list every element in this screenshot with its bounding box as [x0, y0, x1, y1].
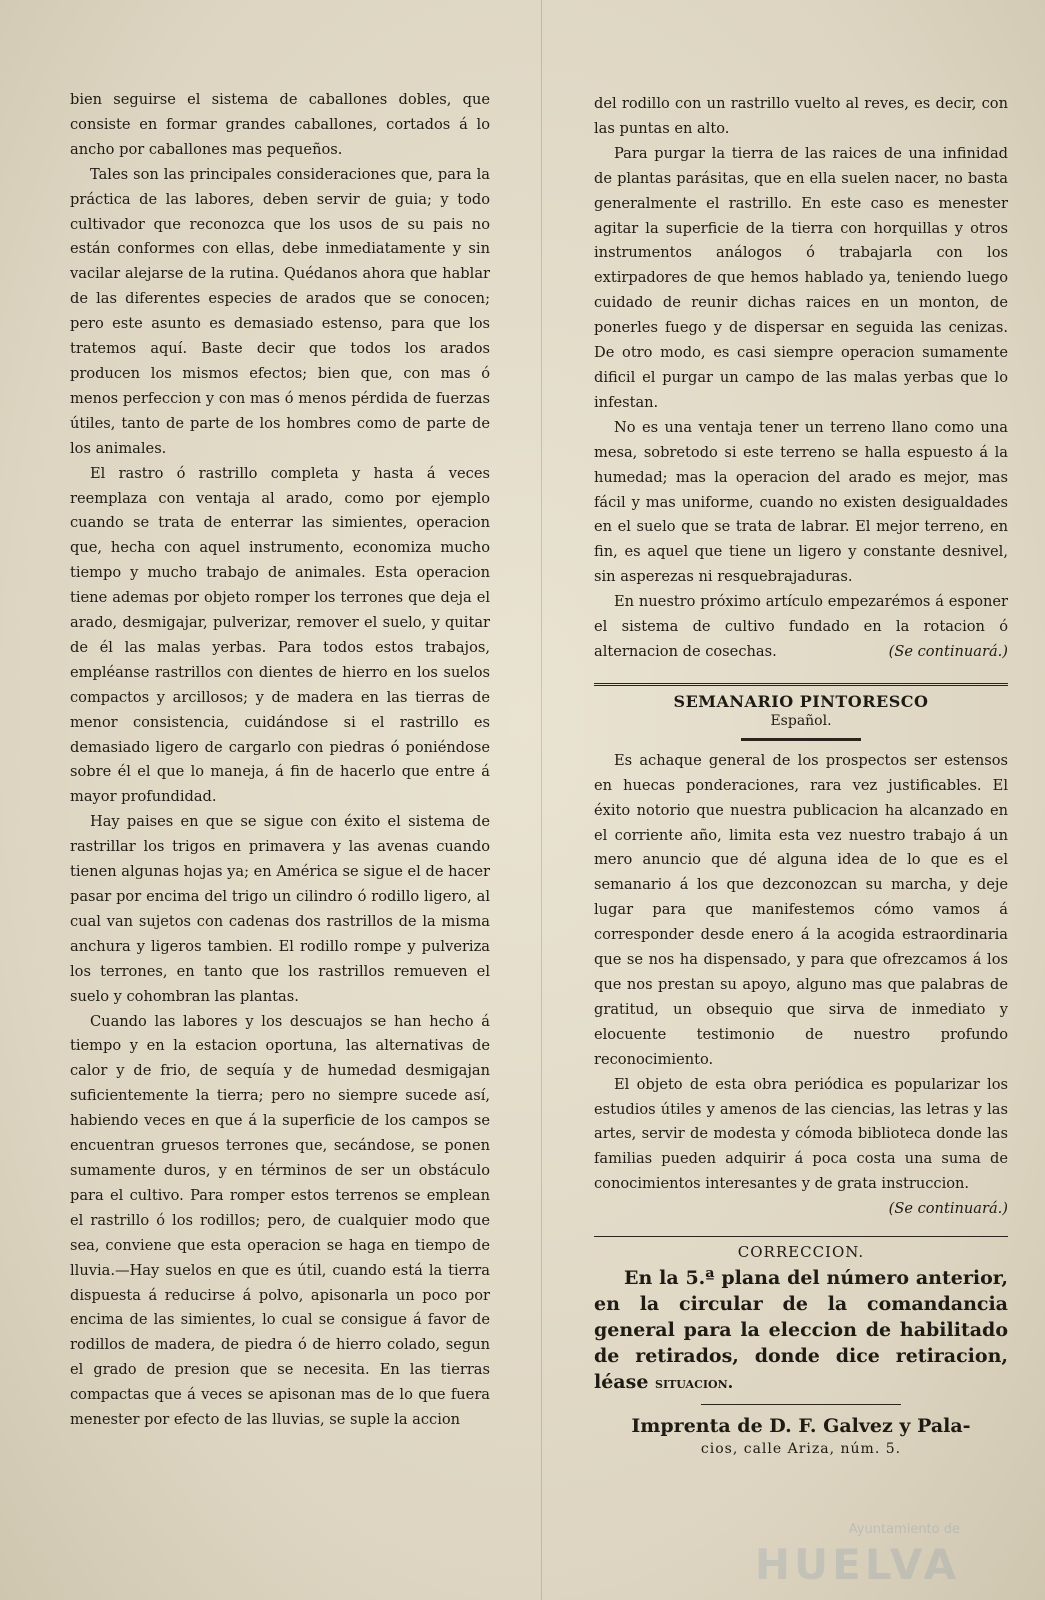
- section-subtitle: Español.: [770, 712, 832, 729]
- paragraph: Es achaque general de los prospectos ser estensos en huecas ponderaciones, rara vez justificables. El éxito notorio que nuestra publicacion ha alcanzado en el corriente año, limita esta vez nuestro trabajo á un mero anuncio que dé alguna idea de lo que es el semanario á los que dezconozcan su marcha, y deje lugar para que manifestemos cómo vamos á corresponder desde enero á la acogida estraordinaria que se nos ha dispensado, y para que ofrezcamos á los que nos prestan su apoyo, alguno mas que palabras de gratitud, un obsequio que sirva de inmediato y elocuente testimonio de nuestro profundo reconocimiento.: [594, 751, 1008, 1068]
- column-divider: [541, 0, 542, 1600]
- correction-text: En la 5.ª plana del número anterior, en la circular de la comandancia general para la eleccion de habilitado de retirados, donde dice retiracion, léase: [594, 1267, 1008, 1394]
- section-divider: [594, 1236, 1008, 1237]
- paragraph: Para purgar la tierra de las raices de una infinidad de plantas parásitas, que en ella suelen nacer, no basta generalmente el rastrillo. En este caso es menester agitar la superficie de la tierra con horquillas y otros instrumentos análogos ó trabajarla con los extirpadores de que hemos hablado ya, teniendo luego cuidado de reunir dichas raices en un monton, de ponerles fuego y de dispersar en seguida las cenizas. De otro modo, es casi siempre operacion sumamente dificil el purgar un campo de las malas yerbas que lo infestan.: [594, 144, 1008, 411]
- section-divider: [594, 683, 1008, 686]
- continuation-note: (Se continuará.): [888, 642, 1008, 660]
- paragraph: [594, 590, 1008, 665]
- paragraph: [594, 1073, 1008, 1218]
- left-column: [70, 88, 490, 1433]
- paragraph: No es una ventaja tener un terreno llano como una mesa, sobretodo si este terreno se halla espuesto á la humedad; mas la operacion del arado es mejor, mas fácil y mas uniforme, cuando no existen desigualdades en el suelo que se trata de labrar. El mejor terreno, en fin, es aquel que tiene un ligero y constante desnivel, sin asperezas ni resquebrajaduras.: [594, 418, 1008, 586]
- watermark-subtext: Ayuntamiento de: [848, 1522, 960, 1537]
- imprint-divider: [701, 1404, 901, 1405]
- paragraph: Hay paises en que se sigue con éxito el sistema de rastrillar los trigos en primavera y las avenas cuando tienen algunas hojas ya; en América se sigue el de hacer pasar por encima del trigo un cilindro ó rodillo ligero, al cual van sujetos con cadenas dos rastrillos de la misma anchura y ligeros tambien. El rodillo rompe y pulveriza los terrones, en tanto que los rastrillos remueven el suelo y cohombran las plantas.: [70, 813, 490, 1005]
- paragraph: Cuando las labores y los descuajos se han hecho á tiempo y en la estacion oportuna, las alternativas de calor y de frio, de sequía y de humedad desmigajan suficientemente la tierra; pero no siempre sucede así, habiendo veces en que á la superficie de los campos se encuentran gruesos terrones que, secándose, se ponen sumamente duros, y en términos de ser un obstáculo para el cultivo. Para romper estos terrenos se emplean el rastrillo ó los rodillos; pero, de cualquier modo que sea, conviene que esta operacion se haga en tiempo de lluvia.—Hay suelos en que es útil, cuando está la tierra dispuesta á reducirse á polvo, apisonarla un poco por encima de las simientes, lo cual se consigue á favor de rodillos de madera, de piedra ó de hierro colado, segun el grado de presion que se necesita. En las tierras compactas que á veces se apisonan mas de lo que fuera menester por efecto de las lluvias, se suple la accion: [70, 1012, 490, 1429]
- imprint-line: Imprenta de D. F. Galvez y Pala-: [631, 1415, 971, 1438]
- title-underline: [741, 738, 861, 741]
- paragraph: Tales son las principales consideraciones que, para la práctica de las labores, deben servir de guia; y todo cultivador que reconozca que los usos de su pais no están conformes con ellas, debe inmediatamente y sin vacilar alejarse de la rutina. Quédanos ahora que hablar de las diferentes especies de arados que se conocen; pero este asunto es demasiado estenso, para que los tratemos aquí. Baste decir que todos los arados producen los mismos efectos; bien que, con mas ó menos perfeccion y con mas ó menos pérdida de fuerzas útiles, tanto de parte de los hombres como de parte de los animales.: [70, 165, 490, 457]
- continuation-note: (Se continuará.): [888, 1200, 1008, 1218]
- paragraph: El rastro ó rastrillo completa y hasta á veces reemplaza con ventaja al arado, como por ejemplo cuando se trata de enterrar las simientes, operacion que, hecha con aquel instrumento, economiza mucho tiempo y mucho trabajo de animales. Esta operacion tiene ademas por objeto romper los terrones que deja el arado, desmigajar, pulverizar, remover el suelo, y quitar de él las malas yerbas. Para todos estos trabajos, empléanse rastrillos con dientes de hierro en los suelos compactos y arcillosos; y de madera en las tierras de menor consistencia, cuidándose si el rastrillo es demasiado ligero de cargarlo con piedras ó poniéndose sobre él el que lo maneja, á fin de hacerlo que entre á mayor profundidad.: [70, 464, 490, 806]
- imprint-line: cios, calle Ariza, núm. 5.: [700, 1441, 902, 1458]
- right-column: [594, 92, 1008, 1459]
- paragraph-text: El objeto de esta obra periódica es popularizar los estudios útiles y amenos de las ciencias, las letras y las artes, servir de modesta y cómoda biblioteca donde las familias pueden adquirir á poca costa una suma de conocimientos interesantes y de grata instruccion.: [594, 1075, 1008, 1193]
- section-title: SEMANARIO PINTORESCO: [673, 691, 929, 711]
- correction-emphasis: situacion.: [655, 1373, 734, 1393]
- paragraph: del rodillo con un rastrillo vuelto al reves, es decir, con las puntas en alto.: [594, 95, 1008, 137]
- paragraph: bien seguirse el sistema de caballones dobles, que consiste en formar grandes caballones, cortados á lo ancho por caballones mas pequeños.: [70, 91, 490, 158]
- watermark-logo: HUELVA: [754, 1540, 960, 1589]
- correction-body: [594, 1265, 1008, 1396]
- paragraph-text: En nuestro próximo artículo empezarémos á esponer el sistema de cultivo fundado en la rotacion ó alternacion de cosechas.: [594, 593, 1008, 660]
- correction-title: CORRECCION.: [737, 1243, 865, 1262]
